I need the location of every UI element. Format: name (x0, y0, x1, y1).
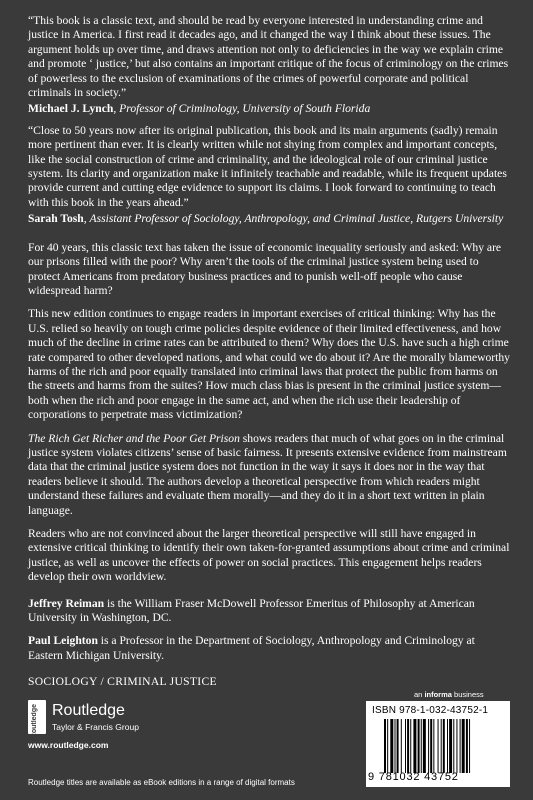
reviewer-title-2: Assistant Professor of Sociology, Anthropology, and Criminal Justice, Rutgers University (89, 212, 504, 226)
ebook-availability-note: Routledge titles are available as eBook editions in a range of digital formats (28, 778, 295, 787)
isbn-label: ISBN 978-1-032-43752-1 (372, 705, 489, 716)
barcode-bar (423, 719, 426, 773)
barcode-bar (453, 719, 454, 773)
barcode-bar (395, 719, 396, 773)
author-bio-1 (28, 597, 510, 626)
barcode-bar (460, 719, 461, 773)
barcode-bar (421, 719, 422, 773)
review-quote-2: “Close to 50 years now after its original publication, this book and its main arguments (sadly) remain more pertinent than ever. It is clearly written while not shying from complex and important concepts, like the social construction of crime and criminality, and the ideological role of our criminal justice system. Its clarity and organization make it infinitely teachable and readable, while its frequent updates provide current and cutting edge evidence to support its claims. I look forward to continuing to teach with this book in the years ahead.” (28, 123, 507, 209)
barcode-bar (466, 719, 468, 773)
barcode-bar (469, 719, 470, 773)
barcode-bar (438, 719, 439, 773)
isbn-barcode (366, 701, 510, 787)
barcode-bar (428, 719, 429, 773)
informa-brand: informa (424, 690, 452, 699)
informa-business-note: an informa business (414, 690, 484, 699)
barcode-bar (413, 719, 416, 773)
author-bio-text-1: is the William Fraser McDowell Professor Emeritus of Philosophy at American University in Washington, DC. (28, 596, 475, 625)
description-paragraph-2: This new edition continues to engage readers in important exercises of critical thinking: Why has the U.S. relied so heavily on tough crime policies despite evidence of their limited effectiveness, and how much of the decline in crime rates can be attributed to them? Why does the U.S. have such a high crime rate compared to other developed nations, and what could we do about it? Are the morally blameworthy harms of the rich and poor equally translated into criminal laws that protect the public from harms on the streets and harms from the suites? How much class bias is present in the criminal justice system—both when the rich and poor engage in the same act, and when the rich use their leadership of corporations to perpetrate mass victimization? (28, 307, 510, 422)
barcode-bar (390, 719, 393, 773)
barcode-bar (462, 719, 465, 773)
review-attribution-2: Sarah Tosh, Assistant Professor of Sociology, Anthropology, and Criminal Justice, Rutgers University (28, 212, 504, 226)
barcode-bar (384, 719, 386, 773)
barcode-bar (447, 719, 448, 773)
barcode-bar (405, 719, 406, 773)
barcode-bar (410, 719, 411, 773)
barcode-bar (418, 719, 420, 773)
barcode-bar (441, 719, 442, 773)
author-bio-2 (28, 634, 510, 663)
barcode-bar (449, 719, 452, 773)
barcode-bar (430, 719, 432, 773)
barcode-bar (397, 719, 399, 773)
author-bio-text-2: is a Professor in the Department of Sociology, Anthropology and Criminology at Eastern Michigan University. (28, 634, 475, 662)
reviewer-name-1: Michael J. Lynch (28, 102, 114, 116)
barcode-bar (407, 719, 409, 773)
subject-category: SOCIOLOGY / CRIMINAL JUSTICE (28, 675, 217, 689)
barcode-bar (401, 719, 402, 773)
barcode-bar (433, 719, 434, 773)
author-name-1: Jeffrey Reiman (28, 596, 105, 610)
publisher-group: Taylor & Francis Group (52, 722, 139, 732)
description-paragraph-1: For 40 years, this classic text has taken the issue of economic inequality seriously and asked: Why are our prisons filled with the poor? Why aren’t the tools of the criminal justice system being used to protect Americans from predatory business practices and to punish well-off people who cause widespread harm? (28, 240, 502, 297)
description-paragraph-3 (28, 432, 510, 518)
barcode-number: 9 781032 43752 (368, 771, 459, 783)
review-attribution-1: Michael J. Lynch, Professor of Criminology, University of South Florida (28, 102, 371, 116)
book-title: The Rich Get Richer and the Poor Get Prison (28, 431, 240, 445)
review-quote-1: “This book is a classic text, and should be read by everyone interested in understanding crime and justice in America. I first read it decades ago, and it changed the way I think about these issues. The argument holds up over time, and draws attention not only to deficiencies in the way we explain crime and promote ‘ justice,’ but also contains an important critique of the focus of criminology on the crimes of powerless to the exclusion of examinations of the crimes of powerful corporate and political criminals in society.” (28, 14, 509, 100)
barcode-bar (443, 719, 445, 773)
publisher-url[interactable]: www.routledge.com (28, 740, 109, 750)
author-name-2: Paul Leighton (28, 634, 98, 648)
back-cover-text (28, 14, 510, 690)
barcode-bars (384, 719, 502, 773)
barcode-bar (456, 719, 457, 773)
reviewer-name-2: Sarah Tosh (28, 212, 84, 226)
publisher-name: Routledge (52, 702, 125, 719)
reviewer-title-1: Professor of Criminology, University of South Florida (119, 102, 371, 116)
barcode-bar (387, 719, 388, 773)
description-paragraph-4: Readers who are not convinced about the larger theoretical perspective will still have engaged in extensive critical thinking to identify their own taken-for-granted assumptions about crime and criminal justice, as well as uncover the effects of power on social practices. This engagement helps readers develop their own worldview. (28, 527, 510, 584)
description-paragraph-3-text: shows readers that much of what goes on in the criminal justice system violates citizens’ sense of basic fairness. It presents extensive evidence from mainstream data that the criminal justice system does not function in the way it says it does nor in the way that readers believe it should. The authors develop a theoretical perspective from which readers might understand these failures and evaluate them morally—and they do it in a short text written in plain language. (28, 431, 507, 517)
routledge-logo-mark: Routledge (28, 700, 46, 734)
